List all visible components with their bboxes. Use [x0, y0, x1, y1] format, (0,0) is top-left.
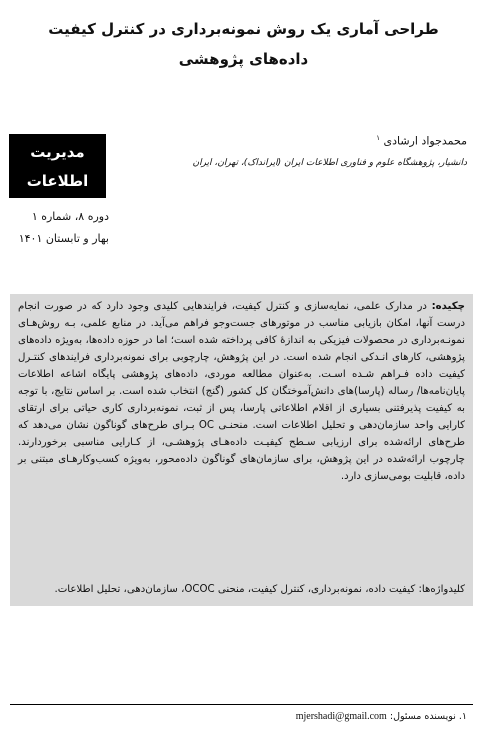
author-marker: ۱: [376, 134, 380, 142]
volume-info: [9, 206, 109, 250]
volume-season: بهار و تابستان ۱۴۰۱: [18, 232, 109, 245]
footnote-prefix: ۱. نویسنده مسئول:: [389, 711, 467, 722]
author-line: [137, 134, 467, 148]
journal-name-line1: مدیریت: [30, 143, 85, 161]
keywords-text: کیفیت داده، نمونه‌برداری، کنترل کیفیت، منحنی OCOC، سازمان‌دهی، تحلیل اطلاعات.: [54, 584, 416, 595]
journal-logo: [9, 134, 106, 198]
paper-title: طراحی آماری یک روش نمونه‌برداری در کنترل کیفیت داده‌های پژوهشی: [48, 20, 439, 68]
abstract-section: [10, 294, 473, 606]
journal-name-line2: اطلاعات: [26, 172, 89, 190]
keywords-line: [18, 581, 465, 598]
keywords-label: کلیدواژه‌ها:: [418, 584, 465, 595]
author-email-link[interactable]: mjershadi@gmail.com: [295, 711, 387, 722]
abstract-label: چکیده:: [431, 301, 465, 312]
volume-issue: دوره ۸، شماره ۱: [31, 210, 109, 223]
author-affiliation: دانشیار، پژوهشگاه علوم و فناوری اطلاعات ایران (ایرانداک)، تهران، ایران: [192, 158, 467, 168]
footnote: [27, 711, 467, 722]
footnote-divider: [10, 704, 473, 705]
author-name: محمدجواد ارشادی: [383, 134, 467, 148]
abstract-text: در مدارک علمی، نمایه‌سازی و کنترل کیفیت، فرایندهایی کلیدی وجود دارد که در صورت انجام درست آنها، امکان بازیابی مناسب در موتورهای جست‌وجو فراهم می‌آید. در منابع علمی، بـه روش‌هـای نمونـه‌برداری در محصولات فیزیکی به اندازهٔ کافی پرداخته شده است؛ اما در حوزه داده‌ها، به‌ویژه داده‌های پژوهشی، کارهای انـدکی انجام شده است. در این پژوهش، چارچوبی برای نمونه‌برداری فرایندهای کنتـرل کیفیت داده فـراهم شـده اسـت. به‌عنوان مطالعه موردی، داده‌های پژوهشی پایگاه اشاعه اطلاعات پایان‌نامه‌ها/ رساله (پارسا)های دانش‌آموختگان کل کشور (گنج) انتخاب شده است. بر اساس نتایج، با توجه به کیفیت پذیرفتنی بسیاری از اقلام اطلاعاتی پارسا، پس از ثبت، نمونه‌برداری کاری حیاتی برای ارتقای کارایی واحد سازمان‌دهی و تحلیل اطلاعات است. منحنـی OC بـرای طرح‌های گوناگون نشان می‌دهد که طرح‌های ارائه‌شده برای ارزیابی سـطح کیفیـت داده‌هـای پژوهشـی، از کـارایی مناسبی برخوردارند. چارچوب ارائه‌شده در این پژوهش، برای سازمان‌های گوناگون داده‌محور، به‌ویژه کسب‌وکارهـای مبتنی بر داده، قابلیت بومی‌سازی دارد.: [18, 301, 465, 482]
